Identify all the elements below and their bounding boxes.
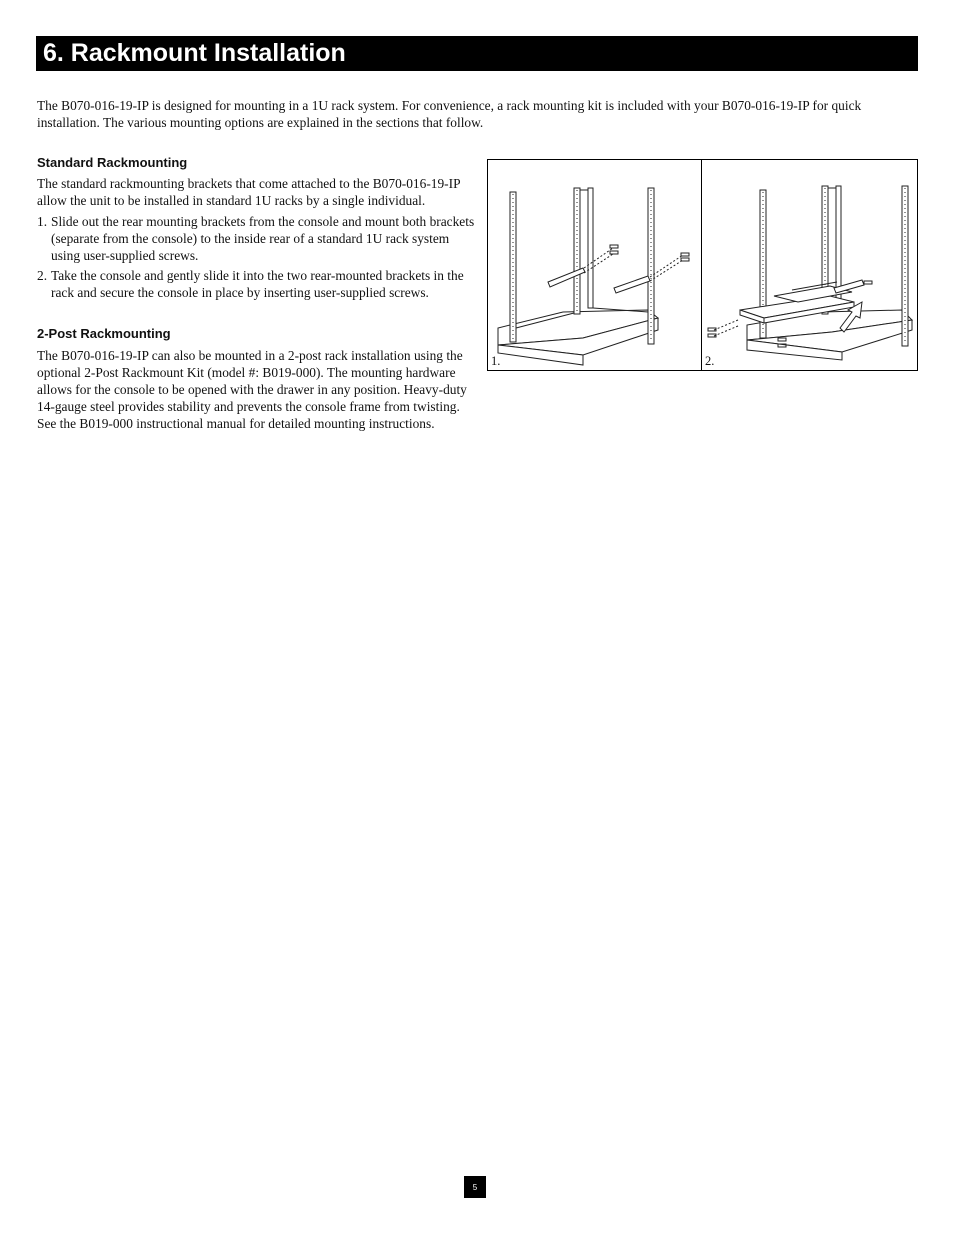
two-post-rackmounting-paragraph: The B070-016-19-IP can also be mounted in a 2-post rack installation using the optional 2-Post Rackmount Kit (model #: B019-000). The mounting hardware allows for the console to be opened with the drawer in any position. Heavy-duty 14-gauge steel provides stability and prevents the console frame from twisting. See the B019-000 instructional manual for detailed mounting instructions. (37, 348, 467, 431)
figure-label-step-1: 1. (491, 354, 501, 368)
standard-rackmounting-paragraph: The standard rackmounting brackets that come attached to the B070-016-19-IP allow the unit to be installed in standard 1U racks by a single individual. (37, 176, 461, 208)
installation-steps (37, 213, 477, 304)
step-item (37, 267, 477, 301)
figure-panel-step-1 (488, 160, 702, 370)
section-title: 6. Rackmount Installation (36, 36, 918, 71)
rack-console-illustration (702, 160, 918, 370)
step-number: 2. (37, 268, 48, 283)
page-number: 5 (464, 1176, 486, 1198)
step-item (37, 213, 477, 264)
step-text: Take the console and gently slide it into the two rear-mounted brackets in the rack and secure the console in place by inserting user-supplied screws. (51, 268, 464, 300)
step-text: Slide out the rear mounting brackets from the console and mount both brackets (separate from the console) to the inside rear of a standard 1U rack system using user-supplied screws. (51, 214, 475, 263)
figure-panel-step-2 (702, 160, 917, 370)
intro-paragraph: The B070-016-19-IP is designed for mounting in a 1U rack system. For convenience, a rack mounting kit is included with your B070-016-19-IP for quick installation. The various mounting options are explained in the sections that follow. (37, 98, 862, 130)
rack-bracket-illustration (488, 160, 700, 370)
step-number: 1. (37, 214, 48, 229)
figure-label-step-2: 2. (705, 354, 715, 368)
standard-rackmounting-heading: Standard Rackmounting (37, 155, 188, 170)
rackmount-figure (487, 159, 918, 371)
two-post-rackmounting-heading: 2-Post Rackmounting (37, 326, 171, 341)
